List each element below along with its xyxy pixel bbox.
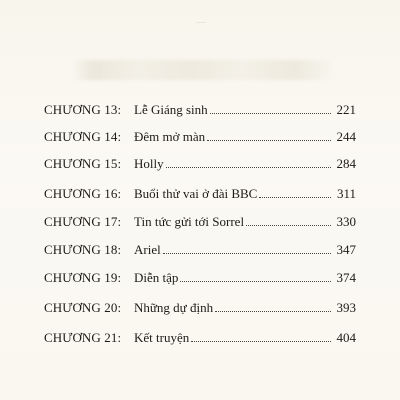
page-number: 311 [336, 186, 356, 201]
dot-leader [215, 310, 331, 312]
page-number: 284 [336, 156, 356, 171]
chapter-title: Đêm mở màn [134, 129, 206, 144]
chapter-label: CHƯƠNG 16: [44, 186, 122, 201]
toc-entry-chapter-14 [44, 127, 356, 147]
dot-leader [166, 166, 331, 168]
toc-entry-chapter-20 [44, 298, 356, 318]
chapter-label: CHƯƠNG 14: [44, 129, 122, 144]
page-number: 393 [336, 300, 356, 315]
dot-leader [210, 112, 331, 114]
chapter-title: Kết truyện [134, 330, 190, 345]
toc-entry-chapter-19 [44, 268, 356, 288]
dot-leader [191, 340, 331, 342]
chapter-label: CHƯƠNG 18: [44, 242, 122, 257]
toc-entry-chapter-15 [44, 154, 356, 174]
toc-entry-chapter-18 [44, 240, 356, 260]
dot-leader [163, 252, 331, 254]
chapter-label: CHƯƠNG 20: [44, 300, 122, 315]
page-number: 330 [336, 214, 356, 229]
chapter-title: Diễn tập [134, 270, 179, 285]
chapter-title: Holly [134, 156, 164, 171]
chapter-label: CHƯƠNG 19: [44, 270, 122, 285]
page-number: 404 [336, 330, 356, 345]
chapter-label: CHƯƠNG 21: [44, 330, 122, 345]
dot-leader [246, 224, 331, 226]
dot-leader [207, 139, 331, 141]
toc-entry-chapter-13 [44, 100, 356, 120]
chapter-title: Buổi thử vai ở đài BBC [134, 186, 258, 201]
chapter-title: Tin tức gửi tới Sorrel [134, 214, 245, 229]
chapter-label: CHƯƠNG 15: [44, 156, 122, 171]
toc-entry-chapter-21 [44, 328, 356, 348]
chapter-title: Những dự định [134, 300, 214, 315]
page-number: 374 [336, 270, 356, 285]
dot-leader [259, 196, 331, 198]
chapter-label: CHƯƠNG 13: [44, 102, 122, 117]
chapter-title: Lễ Giáng sinh [134, 102, 208, 117]
page-number: 244 [336, 129, 356, 144]
dot-leader [180, 280, 331, 282]
toc-entry-chapter-16 [44, 184, 356, 204]
page-number: 347 [336, 242, 356, 257]
chapter-title: Ariel [134, 242, 161, 257]
chapter-label: CHƯƠNG 17: [44, 214, 122, 229]
toc-entry-chapter-17 [44, 212, 356, 232]
page-number: 221 [336, 102, 356, 117]
